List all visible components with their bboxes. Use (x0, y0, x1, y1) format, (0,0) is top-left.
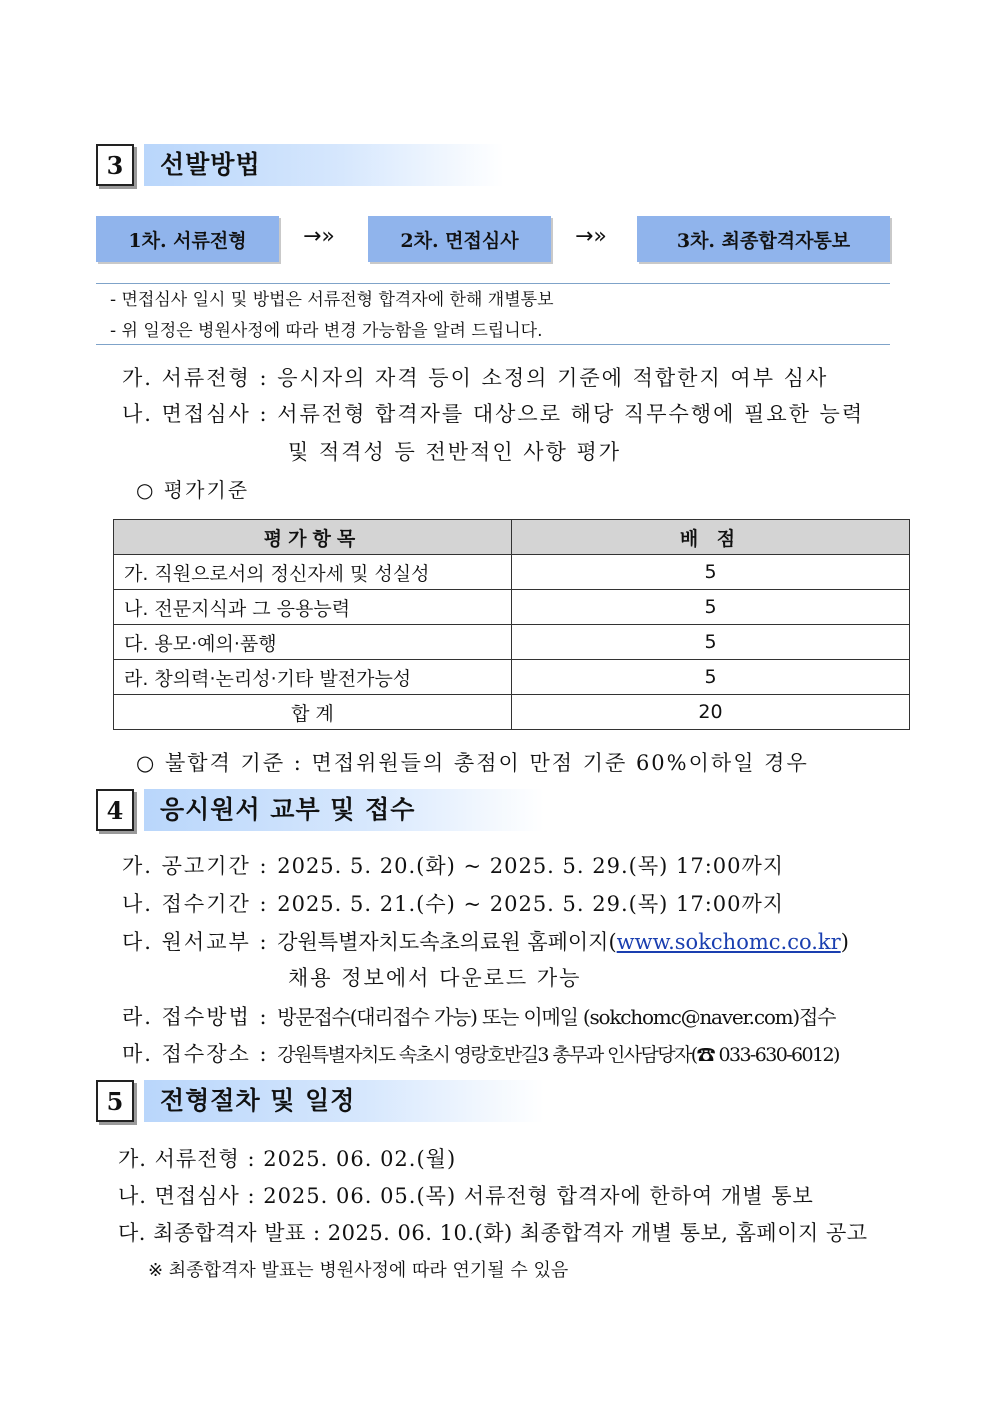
section-title: 전형절차 및 일정 (144, 1080, 544, 1122)
step-2-box: 2차. 면접심사 (368, 216, 551, 262)
fail-criteria: ○ 불합격 기준 : 면접위원들의 총점이 만점 기준 60%이하일 경우 (136, 751, 809, 775)
item-label: 가. 공고기간 : (122, 854, 269, 878)
table-row (114, 660, 910, 695)
table-header-row (114, 520, 910, 555)
table-total-row (114, 695, 910, 730)
section-number: 3 (96, 144, 134, 186)
apply-item-b (122, 888, 784, 918)
item-text: 응시자의 자격 등이 소정의 기준에 적합한지 여부 심사 (277, 366, 829, 390)
table-row (114, 590, 910, 625)
item-text: 서류전형 합격자를 대상으로 해당 직무수행에 필요한 능력 (277, 402, 865, 426)
note-line: - 면접심사 일시 및 방법은 서류전형 합격자에 한해 개별통보 (110, 290, 554, 310)
criteria-table (113, 519, 910, 730)
item-label: 마. 접수장소 : (122, 1042, 269, 1066)
arrow-right-icon: →» (303, 224, 335, 249)
item-text: ) (840, 930, 851, 954)
divider (96, 344, 890, 345)
item-label: 다. 원서교부 : (122, 930, 269, 954)
criteria-item: 라. 창의력·논리성·기타 발전가능성 (114, 660, 512, 695)
method-item-a (122, 362, 828, 392)
column-header: 배 점 (512, 520, 910, 555)
step-1-box: 1차. 서류전형 (96, 216, 279, 262)
item-text: 2025. 5. 21.(수) ~ 2025. 5. 29.(목) 17:00까지 (277, 892, 785, 916)
schedule-item-c: 다. 최종합격자 발표 : 2025. 06. 10.(화) 최종합격자 개별 통보, 홈페이지 공고 (118, 1221, 868, 1245)
item-label: 나. 접수기간 : (122, 892, 269, 916)
apply-item-d (122, 1001, 835, 1031)
item-text: 2025. 5. 20.(화) ~ 2025. 5. 29.(목) 17:00까지 (277, 854, 785, 878)
method-item-b (122, 398, 864, 428)
item-label: 라. 접수방법 : (122, 1005, 269, 1029)
criteria-item: 가. 직원으로서의 정신자세 및 성실성 (114, 555, 512, 590)
note-line: - 위 일정은 병원사정에 따라 변경 가능함을 알려 드립니다. (110, 321, 543, 341)
criteria-item: 다. 용모·예의·품행 (114, 625, 512, 660)
total-label: 합 계 (114, 695, 512, 730)
criteria-heading: ○ 평가기준 (136, 478, 250, 502)
section-number: 4 (96, 789, 134, 831)
item-label: 나. 면접심사 : (122, 402, 269, 426)
column-header: 평가항목 (114, 520, 512, 555)
criteria-item: 나. 전문지식과 그 응용능력 (114, 590, 512, 625)
schedule-item-b: 나. 면접심사 : 2025. 06. 05.(목) 서류전형 합격자에 한하여 개별 통보 (118, 1184, 814, 1208)
item-text: 강원특별자치도속초의료원 홈페이지( (277, 930, 617, 954)
total-value: 20 (512, 695, 910, 730)
schedule-item-a: 가. 서류전형 : 2025. 06. 02.(월) (118, 1147, 457, 1171)
divider (96, 283, 890, 284)
section-title: 응시원서 교부 및 접수 (144, 789, 544, 831)
criteria-score: 5 (512, 625, 910, 660)
table-row (114, 625, 910, 660)
step-3-box: 3차. 최종합격자통보 (637, 216, 890, 262)
apply-item-c-cont: 채용 정보에서 다운로드 가능 (288, 966, 582, 990)
apply-item-e (122, 1038, 839, 1068)
item-label: 가. 서류전형 : (122, 366, 269, 390)
section-number: 5 (96, 1080, 134, 1122)
arrow-right-icon: →» (575, 224, 607, 249)
criteria-score: 5 (512, 555, 910, 590)
table-row (114, 555, 910, 590)
item-text: 방문접수(대리접수 가능) 또는 이메일 (sokchomc@naver.com)접수 (277, 1005, 836, 1029)
schedule-note: ※ 최종합격자 발표는 병원사정에 따라 연기될 수 있음 (148, 1260, 569, 1281)
criteria-score: 5 (512, 660, 910, 695)
method-item-b-cont: 및 적격성 등 전반적인 사항 평가 (288, 440, 622, 464)
criteria-score: 5 (512, 590, 910, 625)
item-text: 강원특별자치도 속초시 영랑호반길3 총무과 인사담당자(☎ 033-630-6012) (277, 1044, 839, 1066)
section-title: 선발방법 (144, 144, 504, 186)
website-link[interactable]: www.sokchomc.co.kr (616, 930, 841, 954)
apply-item-a (122, 850, 784, 880)
apply-item-c (122, 926, 851, 956)
